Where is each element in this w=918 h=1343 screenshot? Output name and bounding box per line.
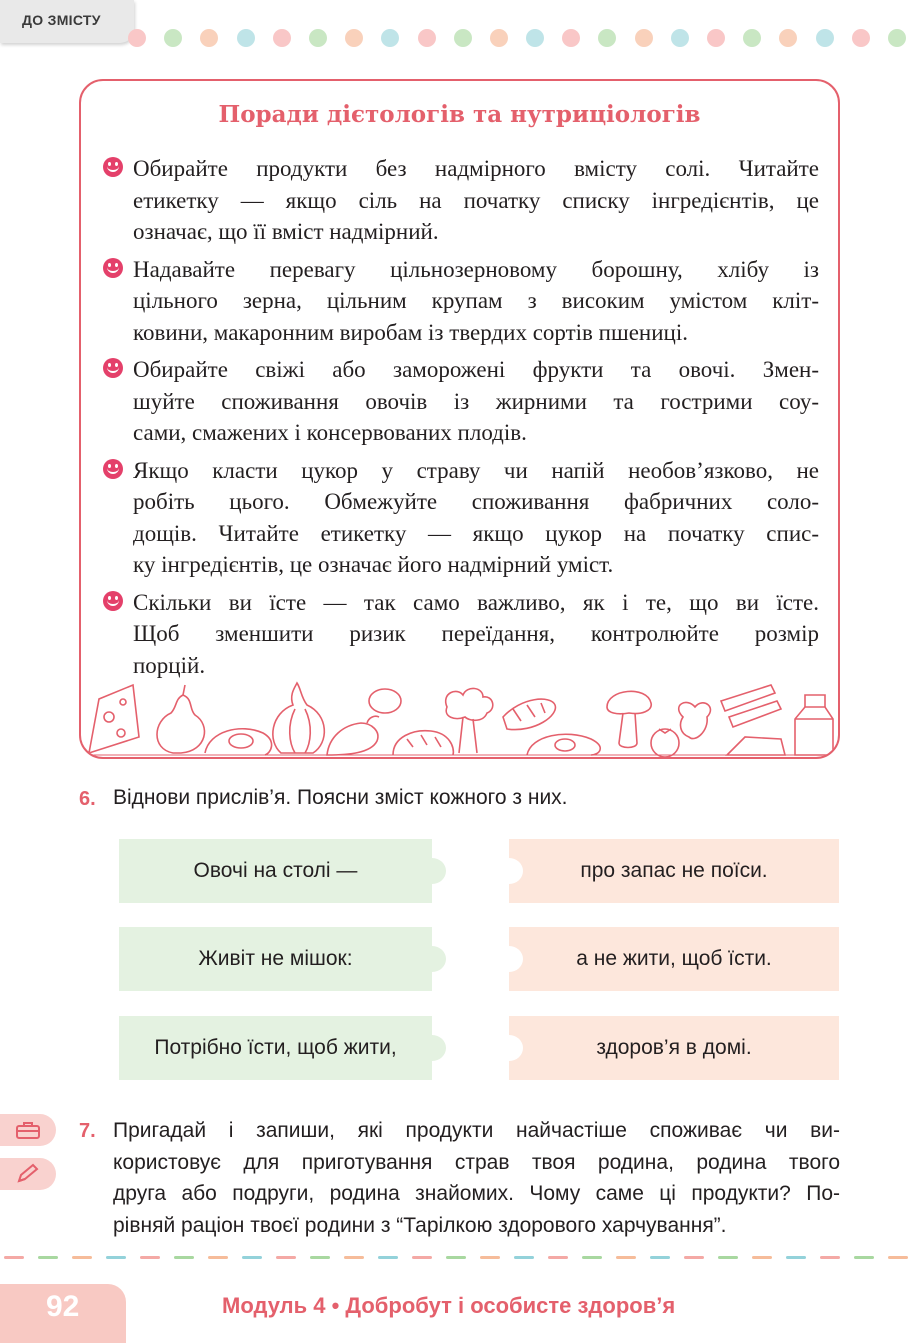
tip-line: Скільки ви їсте — так само важливо, як і те, що ви їсте. (133, 589, 819, 615)
tip-line: етикетку — якщо сіль на початку списку інгредієнтів, це (133, 187, 819, 213)
tip-line: цільного зерна, цільним крупам з високим умістом кліт- (133, 288, 819, 313)
decorative-dot (237, 29, 255, 47)
decorative-dot (200, 29, 218, 47)
advice-title: Поради дієтологів та нутриціологів (218, 101, 701, 128)
tip-line: означає, що її вміст надмірний. (133, 219, 439, 244)
task-7-line: Пригадай і запиши, які продукти найчастіше споживає чи ви- (113, 1119, 840, 1142)
divider-dash (514, 1256, 534, 1259)
divider-dash (650, 1256, 670, 1259)
card-label: Овочі на столі — (193, 859, 358, 882)
decorative-dot (635, 29, 653, 47)
dashed-divider (0, 1256, 918, 1260)
card-label: Потрібно їсти, щоб жити, (154, 1036, 397, 1059)
list-item (103, 354, 819, 449)
decorative-dot (852, 29, 870, 47)
decorative-dot (381, 29, 399, 47)
decorative-dot (526, 29, 544, 47)
pencil-icon (0, 1158, 56, 1190)
task-7-line: друга або подруги, родина знайомих. Чому саме ці продукти? По- (113, 1182, 840, 1205)
tip-line: шуйте споживання овочів із жирними та гострими соу- (133, 388, 819, 414)
tip-line: сами, смажених і консервованих плодів. (133, 420, 527, 445)
decorative-dot (418, 29, 436, 47)
task-6-number: 6. (79, 788, 96, 810)
tip-line: Надавайте перевагу цільнозерновому борошну, хлібу із (133, 256, 819, 282)
list-item (103, 153, 819, 248)
task-7-text (113, 1115, 840, 1241)
decorative-dot (562, 29, 580, 47)
proverb-end-card[interactable] (509, 1016, 839, 1080)
divider-dash (38, 1256, 58, 1259)
decorative-dot (816, 29, 834, 47)
table-of-contents-tab[interactable]: ДО ЗМІСТУ (0, 0, 134, 43)
divider-dash (344, 1256, 364, 1259)
divider-dash (378, 1256, 398, 1259)
decorative-dot (490, 29, 508, 47)
proverb-end-card[interactable] (509, 927, 839, 991)
divider-dash (106, 1256, 126, 1259)
tip-line: ку інгредієнтів, це означає його надмірний уміст. (133, 552, 614, 577)
decorative-dot (671, 29, 689, 47)
tip-line: Щоб зменшити ризик переїдання, контролюйте розмір (133, 621, 819, 646)
card-label: Живіт не мішок: (198, 947, 353, 970)
decorative-dot (707, 29, 725, 47)
smiley-icon (103, 258, 123, 278)
task-6-text: Віднови прислів’я. Поясни зміст кожного з них. (113, 786, 568, 809)
task-7-number: 7. (79, 1120, 96, 1142)
module-title: Модуль 4 • Добробут і особисте здоров’я (222, 1293, 676, 1318)
card-label: здоров’я в домі. (596, 1036, 752, 1059)
tip-line: робіть цього. Обмежуйте споживання фабричних соло- (133, 489, 819, 514)
divider-dash (820, 1256, 840, 1259)
divider-dash (174, 1256, 194, 1259)
divider-dash (412, 1256, 432, 1259)
divider-dash (854, 1256, 874, 1259)
smiley-icon (103, 358, 123, 378)
tip-line: Обирайте свіжі або заморожені фрукти та овочі. Змен- (133, 357, 819, 382)
divider-dash (548, 1256, 568, 1259)
divider-dash (888, 1256, 908, 1259)
list-item (103, 587, 819, 682)
briefcase-icon (0, 1114, 56, 1146)
list-item (103, 254, 819, 349)
proverb-start-card[interactable] (119, 839, 432, 903)
divider-dash (752, 1256, 772, 1259)
tip-line: ковини, макаронним виробам із твердих сортів пшениці. (133, 319, 688, 345)
proverb-end-card[interactable] (509, 839, 839, 903)
tip-line: Обирайте продукти без надмірного вмісту солі. Читайте (133, 156, 819, 181)
decorative-dot (888, 29, 906, 47)
decorative-dot (164, 29, 182, 47)
divider-dash (140, 1256, 160, 1259)
decorative-dot (128, 29, 146, 47)
divider-dash (480, 1256, 500, 1259)
tip-line: дощів. Читайте етикетку — якщо цукор на початку спис- (133, 520, 819, 546)
smiley-icon (103, 591, 123, 611)
list-item (103, 455, 819, 581)
proverb-start-card[interactable] (119, 927, 432, 991)
proverb-start-card[interactable] (119, 1016, 432, 1080)
tips-list (103, 153, 819, 687)
smiley-icon (103, 459, 123, 479)
advice-box (79, 79, 840, 759)
decorative-dot (273, 29, 291, 47)
smiley-icon (103, 157, 123, 177)
task-7-line: користовує для приготування страв твоя родина, родина твого (113, 1150, 840, 1174)
card-label: а не жити, щоб їсти. (576, 947, 772, 970)
divider-dash (786, 1256, 806, 1259)
tip-line: Якщо класти цукор у страву чи напій необов’язково, не (133, 457, 819, 483)
divider-dash (684, 1256, 704, 1259)
divider-dash (446, 1256, 466, 1259)
decorative-dot (598, 29, 616, 47)
decorative-dot (454, 29, 472, 47)
divider-dash (276, 1256, 296, 1259)
decorative-dot (743, 29, 761, 47)
page-number: 92 (0, 1284, 126, 1343)
decorative-dot (779, 29, 797, 47)
decorative-dots (128, 29, 906, 47)
card-label: про запас не поїси. (580, 859, 768, 882)
divider-dash (242, 1256, 262, 1259)
divider-dash (72, 1256, 92, 1259)
task-7-line: рівняй раціон твоєї родини з “Тарілкою здорового харчування”. (113, 1213, 727, 1237)
food-illustration (81, 677, 838, 757)
divider-dash (310, 1256, 330, 1259)
decorative-dot (309, 29, 327, 47)
divider-dash (616, 1256, 636, 1259)
divider-dash (582, 1256, 602, 1259)
divider-dash (4, 1256, 24, 1259)
divider-dash (208, 1256, 228, 1259)
divider-dash (718, 1256, 738, 1259)
decorative-dot (345, 29, 363, 47)
tip-line: порцій. (133, 652, 206, 678)
